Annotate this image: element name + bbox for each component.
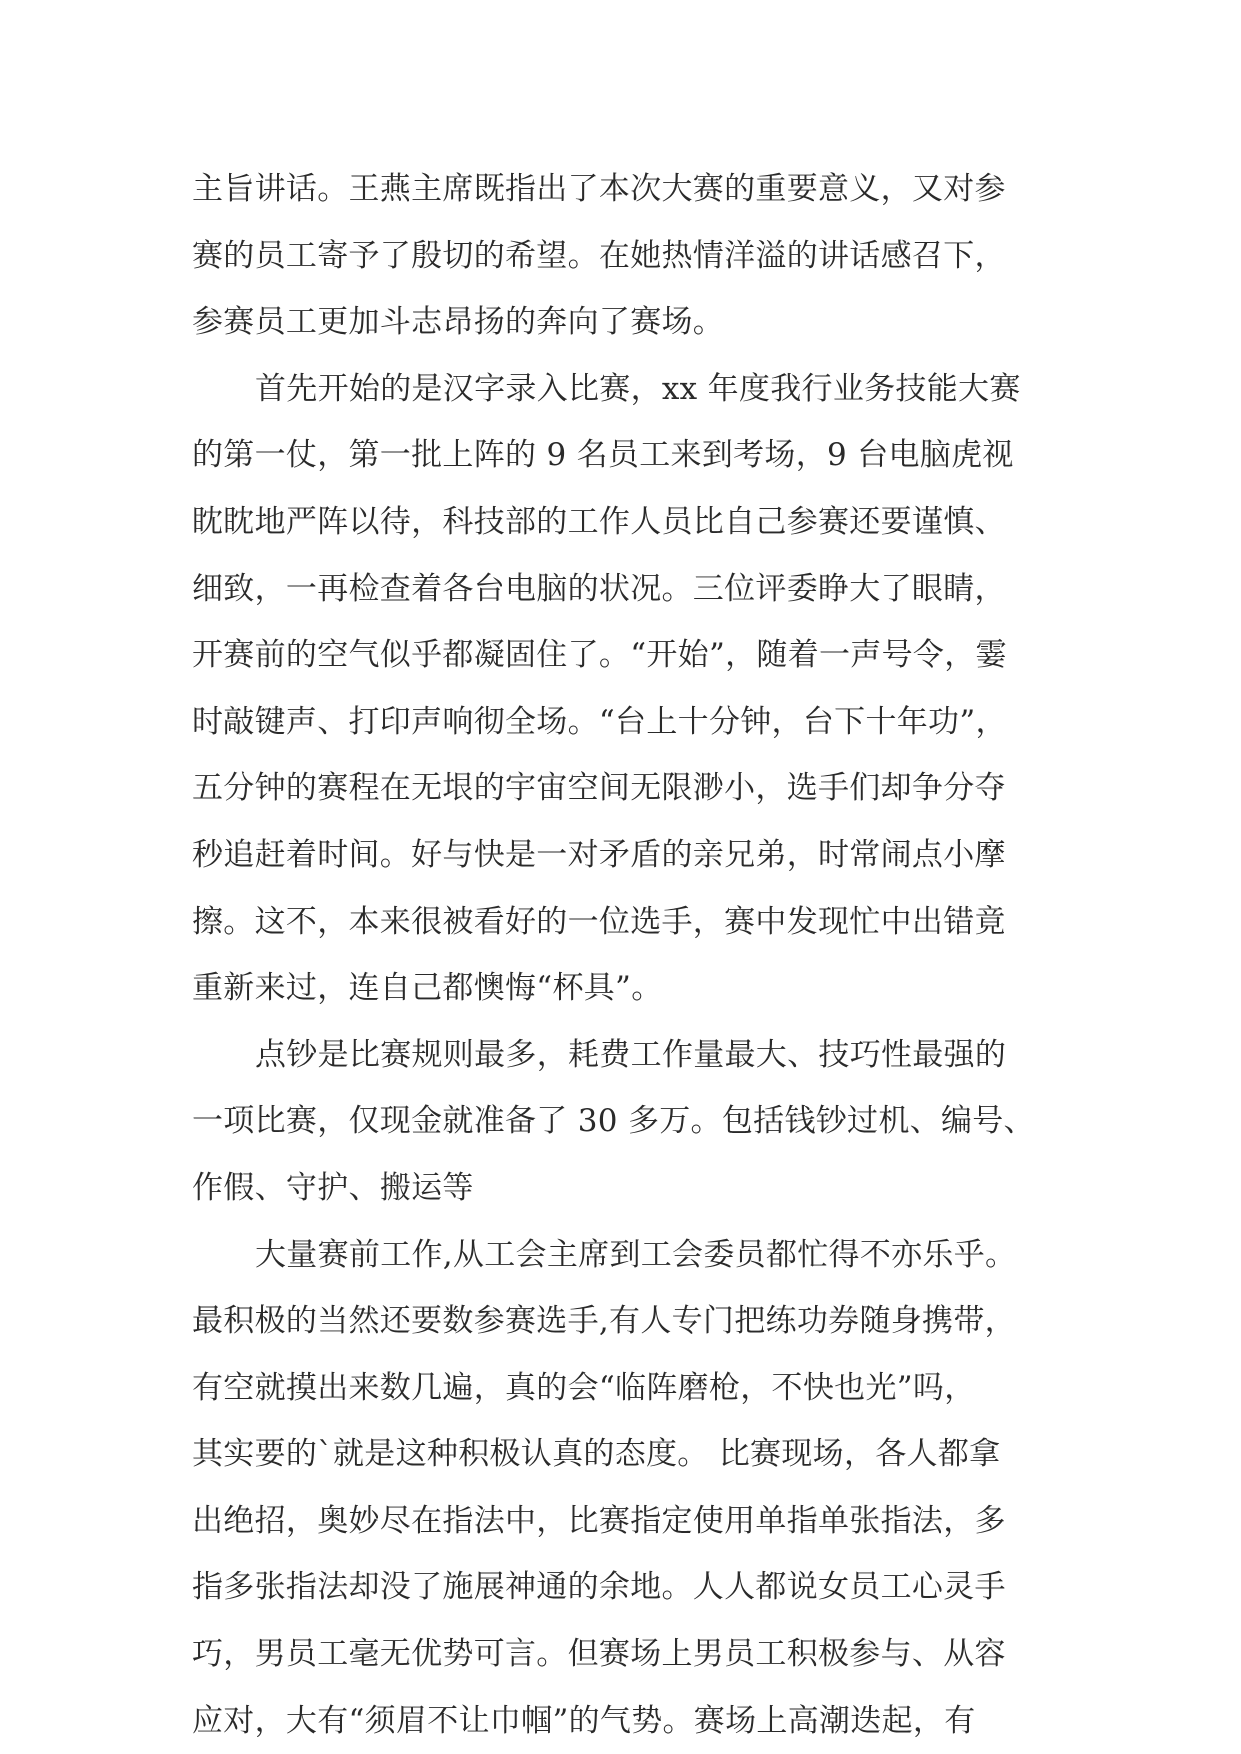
text-line: 主旨讲话。王燕主席既指出了本次大赛的重要意义，又对参 — [192, 171, 1006, 207]
body-text — [192, 156, 1072, 1754]
text-line: 出绝招，奥妙尽在指法中，比赛指定使用单指单张指法，多 — [192, 1502, 1006, 1539]
text-line: 时敲键声、打印声响彻全场。“台上十分钟，台下十年功”， — [192, 703, 1007, 740]
text-line: 赛的员工寄予了殷切的希望。在她热情洋溢的讲话感召下， — [192, 237, 1006, 274]
text-line: 首先开始的是汉字录入比赛，xx 年度我行业务技能大赛 — [255, 370, 1021, 407]
text-line: 五分钟的赛程在无垠的宇宙空间无限渺小，选手们却争分夺 — [192, 770, 1006, 807]
text-line: 应对，大有“须眉不让巾帼”的气势。赛场上高潮迭起，有 — [192, 1702, 976, 1739]
text-line: 点钞是比赛规则最多，耗费工作量最大、技巧性最强的 — [255, 1036, 1007, 1073]
text-line: 开赛前的空气似乎都凝固住了。“开始”，随着一声号令，霎 — [192, 637, 1007, 674]
text-line: 作假、守护、搬运等 — [192, 1169, 474, 1206]
text-line: 重新来过，连自己都懊悔“杯具”。 — [192, 970, 663, 1007]
text-line: 大量赛前工作,从工会主席到工会委员都忙得不亦乐乎。 — [255, 1236, 1017, 1273]
text-line: 细致，一再检查着各台电脑的状况。三位评委睁大了眼睛， — [192, 570, 1006, 607]
text-line: 巧，男员工毫无优势可言。但赛场上男员工积极参与、从容 — [192, 1636, 1006, 1673]
text-line: 有空就摸出来数几遍，真的会“临阵磨枪，不快也光”吗， — [192, 1369, 976, 1406]
text-line: 指多张指法却没了施展神通的余地。人人都说女员工心灵手 — [192, 1569, 1006, 1606]
text-line: 其实要的`就是这种积极认真的态度。 比赛现场，各人都拿 — [192, 1436, 1001, 1473]
text-line: 参赛员工更加斗志昂扬的奔向了赛场。 — [192, 304, 725, 341]
text-line: 眈眈地严阵以待，科技部的工作人员比自己参赛还要谨慎、 — [192, 503, 1006, 540]
text-line: 擦。这不，本来很被看好的一位选手，赛中发现忙中出错竟 — [192, 903, 1006, 940]
text-line: 一项比赛，仅现金就准备了 30 多万。包括钱钞过机、编号、 — [192, 1103, 1035, 1140]
text-line: 最积极的当然还要数参赛选手,有人专门把练功券随身携带， — [192, 1303, 1016, 1340]
text-line: 的第一仗，第一批上阵的 9 名员工来到考场，9 台电脑虎视 — [192, 437, 1014, 474]
text-line: 秒追赶着时间。好与快是一对矛盾的亲兄弟，时常闹点小摩 — [192, 836, 1006, 873]
